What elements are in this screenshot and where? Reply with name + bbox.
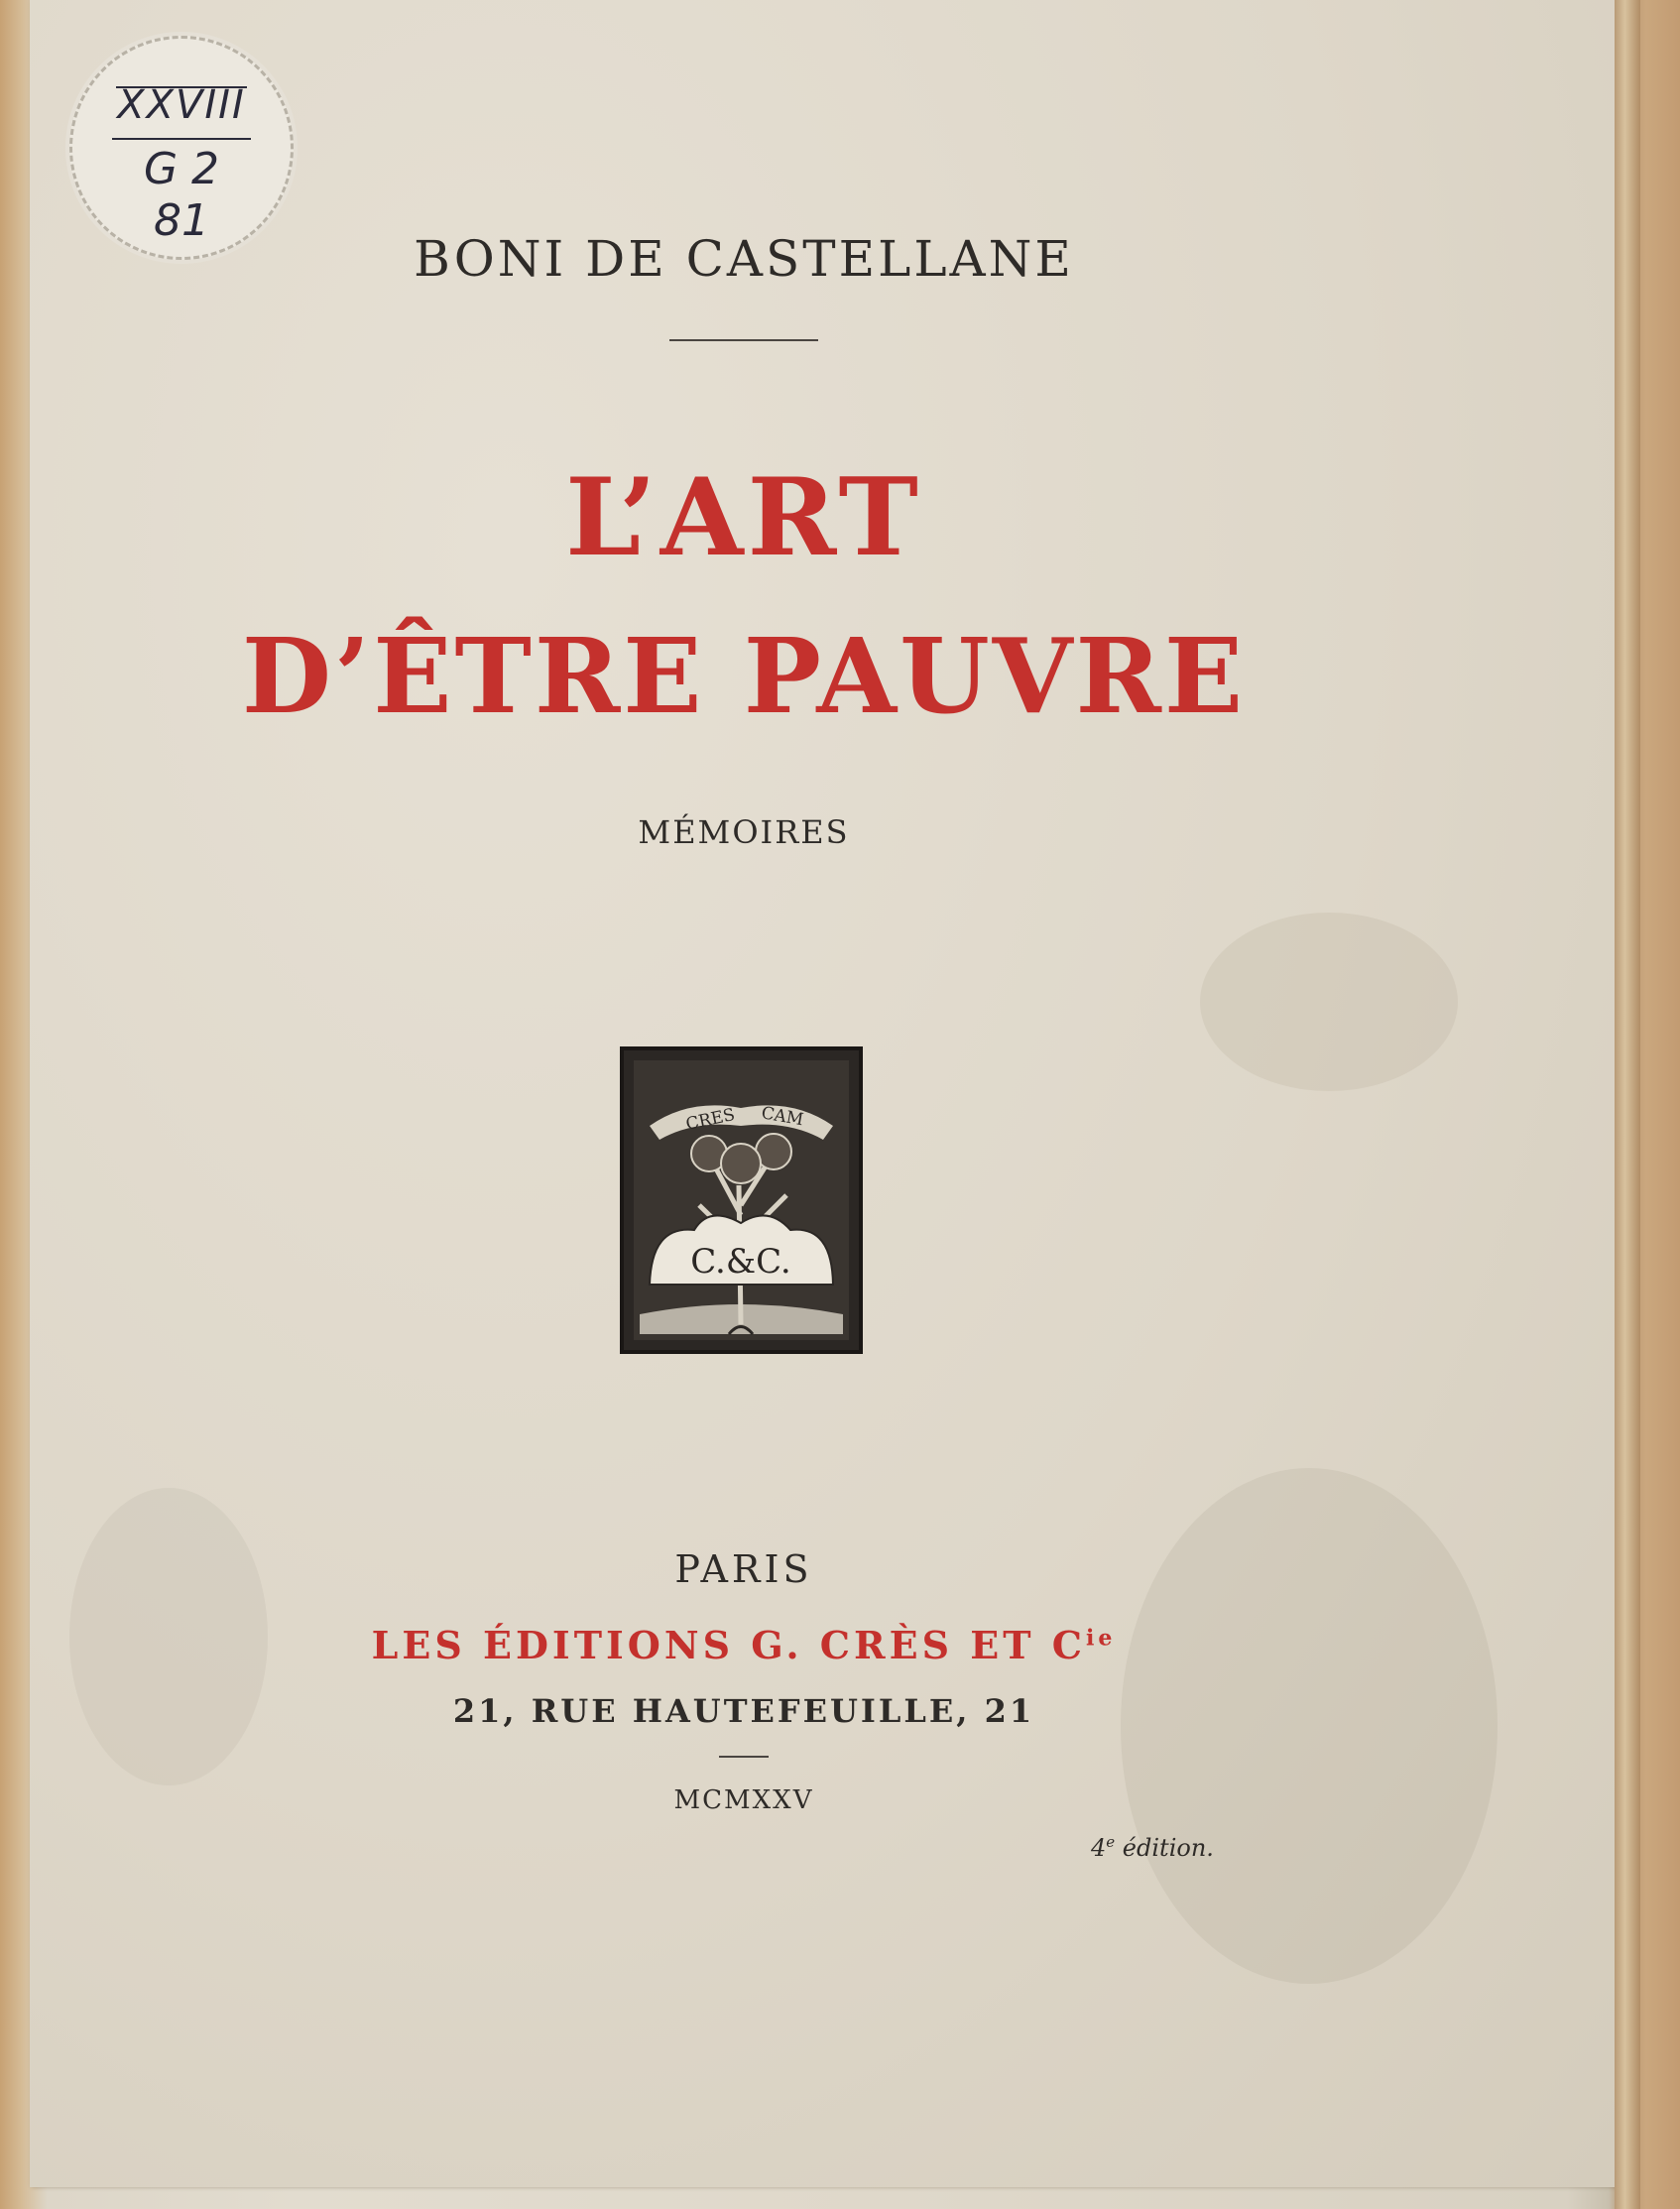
label-underline [112, 138, 251, 140]
title-line-2: D’ÊTRE PAUVRE [241, 615, 1247, 737]
subtitle: MÉMOIRES [638, 813, 850, 851]
edition-text: édition. [1115, 1834, 1214, 1862]
edition-number: 4 [1091, 1834, 1107, 1862]
page-edges [1615, 0, 1640, 2209]
emblem-banner-left: CRES [683, 1104, 737, 1135]
label-call-letter: G 2 [143, 144, 220, 194]
author-divider [669, 339, 818, 341]
edition-note [1091, 1833, 1214, 1862]
emblem-banner-right: CAM [760, 1103, 805, 1131]
library-label [69, 36, 294, 260]
imprint-publisher [0, 1623, 1488, 1667]
label-shelf-number: XXVIII [117, 82, 246, 128]
paper-stain [1200, 913, 1458, 1091]
imprint-year: MCMXXV [673, 1785, 814, 1815]
publisher-superscript: ie [1085, 1625, 1117, 1652]
imprint-address: 21, RUE HAUTEFEUILLE, 21 [452, 1692, 1035, 1730]
edition-superscript: e [1106, 1833, 1116, 1851]
emblem-monogram: C.&C. [690, 1242, 791, 1282]
publisher-emblem [620, 1046, 863, 1354]
publisher-name: LES ÉDITIONS G. CRÈS ET C [371, 1623, 1086, 1667]
imprint-divider [719, 1756, 769, 1758]
imprint-city: PARIS [674, 1547, 813, 1591]
author-name: BONI DE CASTELLANE [414, 230, 1074, 288]
title-line-1: L’ART [565, 455, 922, 580]
label-call-number: 81 [154, 195, 209, 246]
